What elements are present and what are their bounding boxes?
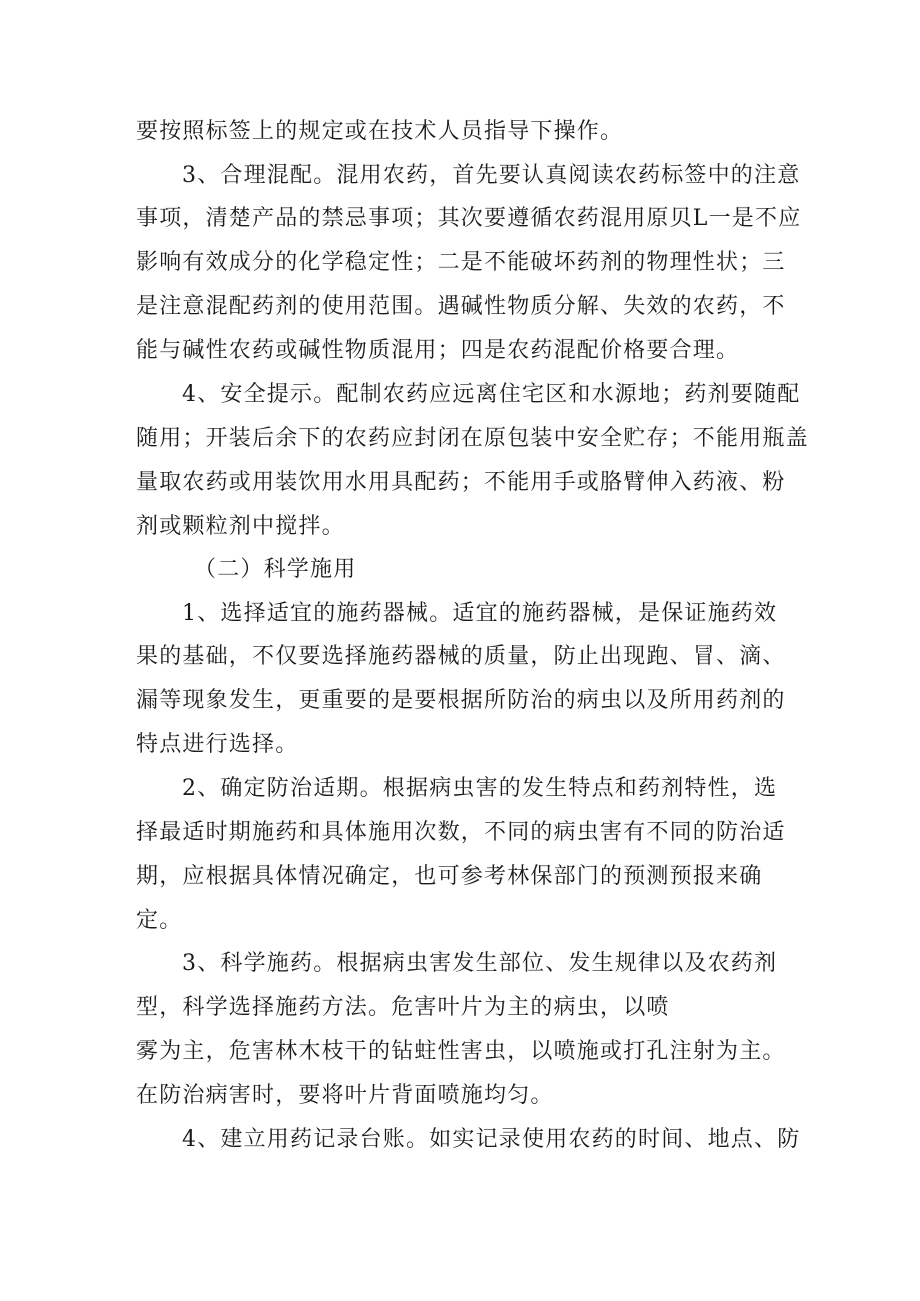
text-line: 3、科学施药。根据病虫害发生部位、发生规律以及农药剂 bbox=[182, 951, 778, 976]
text-line: 剂或颗粒剂中搅拌。 bbox=[136, 514, 345, 539]
text-line: 2、确定防治适期。根据病虫害的发生特点和药剂特性，选 bbox=[182, 776, 778, 801]
text-line: 影响有效成分的化学稳定性；二是不能破坏药剂的物理性状；三 bbox=[136, 250, 786, 275]
text-line: 定。 bbox=[136, 908, 183, 933]
text-line: 果的基础，不仅要选择施药器械的质量，防止出现跑、冒、滴、 bbox=[136, 644, 786, 669]
text-line: 期，应根据具体情况确定，也可参考林保部门的预测预报来确 bbox=[136, 864, 763, 889]
text-line: 特点进行选择。 bbox=[136, 732, 299, 757]
text-line: 型，科学选择施药方法。危害叶片为主的病虫，以喷 bbox=[136, 995, 670, 1020]
text-line: 能与碱性农药或碱性物质混用；四是农药混配价格要合理。 bbox=[136, 338, 740, 363]
text-line: 择最适时期施药和具体施用次数，不同的病虫害有不同的防治适 bbox=[136, 820, 786, 845]
text-line: 雾为主，危害林木枝干的钻蛀性害虫，以喷施或打孔注射为主。 bbox=[136, 1039, 786, 1064]
text-line: 是注意混配药剂的使用范围。遇碱性物质分解、失效的农药，不 bbox=[136, 294, 786, 319]
section-heading: （二）科学施用 bbox=[194, 557, 357, 582]
text-line: 在防治病害时，要将叶片背面喷施均匀。 bbox=[136, 1083, 554, 1108]
text-line: 事项，清楚产品的禁忌事项；其次要遵循农药混用原贝L一是不应 bbox=[136, 206, 802, 231]
text-line: 随用；开装后余下的农药应封闭在原包装中安全贮存；不能用瓶盖 bbox=[136, 426, 809, 451]
text-line: 漏等现象发生，更重要的是要根据所防治的病虫以及所用药剂的 bbox=[136, 688, 786, 713]
text-line: 1、选择适宜的施药器械。适宜的施药器械，是保证施药效 bbox=[182, 601, 778, 626]
text-line: 4、建立用药记录台账。如实记录使用农药的时间、地点、防 bbox=[182, 1127, 801, 1152]
text-line: 量取农药或用装饮用水用具配药；不能用手或胳臂伸入药液、粉 bbox=[136, 470, 786, 495]
text-line: 要按照标签上的规定或在技术人员指导下操作。 bbox=[136, 119, 624, 144]
text-line: 4、安全提示。配制农药应远离住宅区和水源地；药剂要随配 bbox=[182, 382, 801, 407]
text-line: 3、合理混配。混用农药，首先要认真阅读农药标签中的注意 bbox=[182, 163, 801, 188]
